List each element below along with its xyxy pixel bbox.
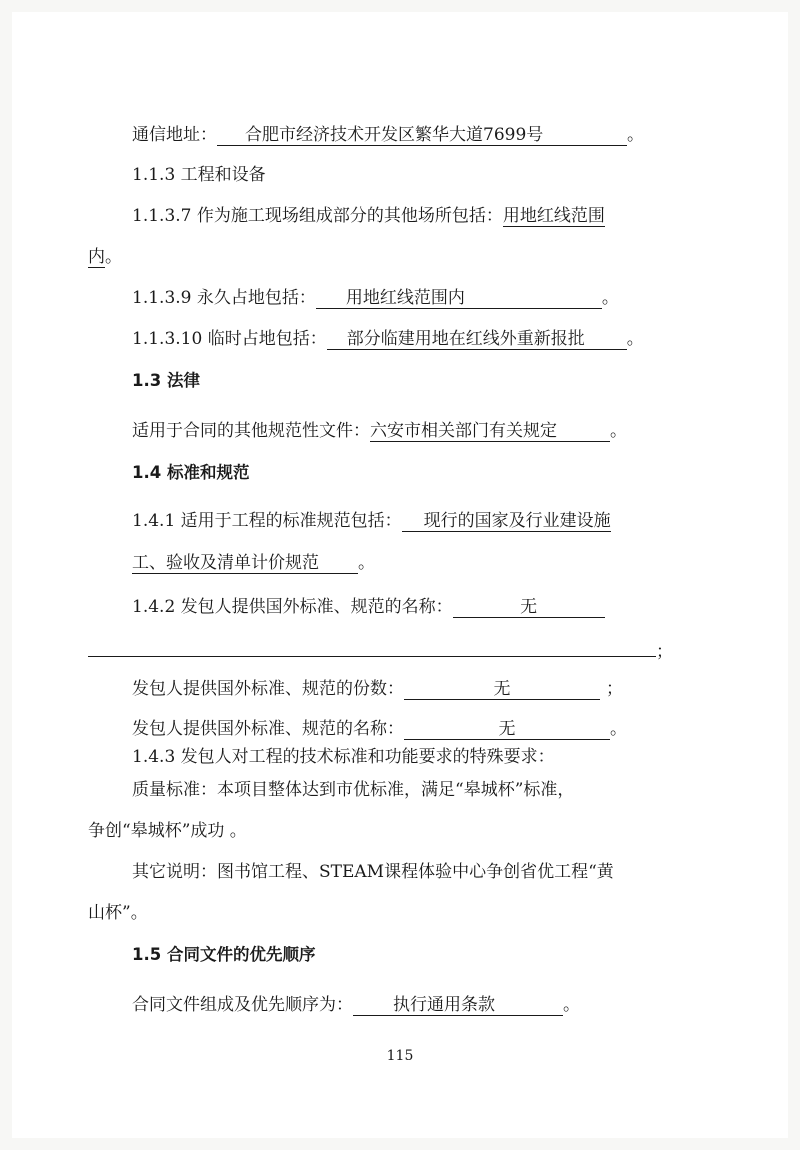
s142-label: 1.4.2 发包人提供国外标准、规范的名称： <box>132 597 453 617</box>
names-line <box>132 718 627 740</box>
s141-value: 现行的国家及行业建设施 <box>402 511 611 532</box>
section-1-1-3-7 <box>132 205 605 227</box>
s11310-end: 。 <box>626 329 644 349</box>
order-line <box>132 994 580 1016</box>
section-1-4-2-blank <box>88 636 673 663</box>
section-1-4-1 <box>132 510 611 532</box>
other-line-1: 其它说明：图书馆工程、STEAM课程体验中心争创省优工程“黄 <box>132 862 614 882</box>
law-end: 。 <box>610 421 627 441</box>
s141-value2: 工、验收及清单计价规范 <box>132 553 358 574</box>
address-label: 通信地址： <box>132 125 217 145</box>
names-label: 发包人提供国外标准、规范的名称： <box>132 719 404 739</box>
s142-end: ； <box>656 642 673 662</box>
copies-label: 发包人提供国外标准、规范的份数： <box>132 679 404 699</box>
s1137-value2: 内 <box>88 247 105 267</box>
section-1-1-3-7-cont <box>88 246 122 268</box>
section-1-4-1-cont <box>132 552 375 574</box>
order-end: 。 <box>563 995 580 1015</box>
s1139-end: 。 <box>601 288 619 308</box>
address-line <box>132 124 644 146</box>
s1139-value: 用地红线范围内 <box>316 288 602 309</box>
names-end: 。 <box>610 719 627 739</box>
page-body <box>12 12 788 1138</box>
section-1-4-2 <box>132 596 605 618</box>
section-1-4-3-title: 1.4.3 发包人对工程的技术标准和功能要求的特殊要求： <box>132 747 555 767</box>
s142-value: 无 <box>453 597 605 618</box>
section-1-1-3-10 <box>132 328 644 350</box>
s141-label: 1.4.1 适用于工程的标准规范包括： <box>132 511 402 531</box>
section-1-5-title: 1.5 合同文件的优先顺序 <box>132 945 316 964</box>
address-end: 。 <box>627 125 644 145</box>
s1137-value: 用地红线范围 <box>502 206 605 226</box>
quality-line-1: 质量标准：本项目整体达到市优标准，满足“皋城杯”标准， <box>132 780 575 800</box>
law-label: 适用于合同的其他规范性文件： <box>132 421 370 441</box>
quality-line-2: 争创“皋城杯”成功 。 <box>88 821 247 841</box>
copies-value: 无 <box>404 679 600 700</box>
section-1-1-3-9 <box>132 287 619 309</box>
copies-end: ； <box>606 679 623 699</box>
other-line-2: 山杯”。 <box>88 903 148 923</box>
s1139-label: 1.1.3.9 永久占地包括： <box>132 288 316 308</box>
law-value: 六安市相关部门有关规定 <box>370 421 610 442</box>
s1137-label: 1.1.3.7 作为施工现场组成部分的其他场所包括： <box>132 206 503 226</box>
law-line <box>132 420 627 442</box>
s1137-end: 。 <box>105 247 122 267</box>
s11310-value: 部分临建用地在红线外重新报批 <box>327 329 627 350</box>
s11310-label: 1.1.3.10 临时占地包括： <box>132 329 327 349</box>
page-number: 115 <box>386 1048 414 1064</box>
copies-line <box>132 678 623 700</box>
s141-end: 。 <box>358 553 375 573</box>
order-label: 合同文件组成及优先顺序为： <box>132 995 353 1015</box>
section-1-4-title: 1.4 标准和规范 <box>132 463 250 482</box>
s142-blank-line <box>88 636 656 657</box>
address-value: 合肥市经济技术开发区繁华大道7699号 <box>217 125 627 146</box>
names-value: 无 <box>404 719 610 740</box>
section-1-3-title: 1.3 法律 <box>132 371 200 390</box>
order-value: 执行通用条款 <box>353 995 563 1016</box>
section-1-1-3-title: 1.1.3 工程和设备 <box>132 165 266 185</box>
